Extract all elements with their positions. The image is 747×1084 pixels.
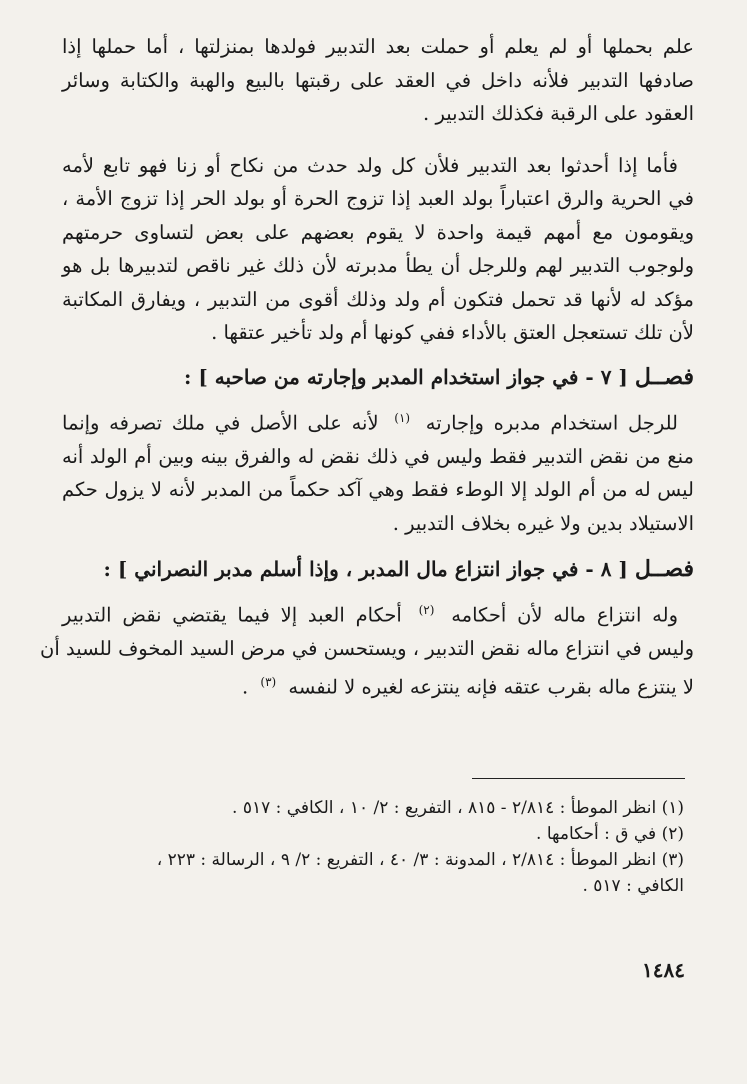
footnote-ref: (٢) xyxy=(418,603,435,617)
footnote-2: (٢) في ق : أحكامها . xyxy=(536,824,684,844)
page-number: ١٤٨٤ xyxy=(642,958,685,982)
section-8-body xyxy=(40,594,694,704)
page-body xyxy=(40,30,694,718)
section-8-heading xyxy=(62,552,694,586)
text-segment: للرجل استخدام مدبره وإجارته xyxy=(425,411,678,434)
section-title: [ ٧ - في جواز استخدام المدبر وإجارته من صاحبه ] : xyxy=(184,364,628,389)
text-line: الاستيلاد بدين ولا غيره بخلاف التدبير . xyxy=(392,511,694,535)
section-7-body xyxy=(62,402,694,541)
text-line: علم بحملها أو لم يعلم أو حملت بعد التدبير فولدها بمنزلتها ، أما حملها إذا xyxy=(62,35,694,58)
text-line: صادفها التدبير فلأنه داخل في العقد على رقبتها بالبيع والهبة والكتابة وسائر xyxy=(62,68,694,92)
text-segment: . xyxy=(241,675,249,698)
text-line: لأن تلك تستعجل العتق بالأداء ففي كونها أم ولد تأخير عتقها . xyxy=(211,321,694,344)
text-segment: لأنه على الأصل في ملك تصرفه وإنما xyxy=(62,411,379,434)
text-line: في الحرية والرق اعتباراً بولد العبد إذا تزوج الحرة أو بولد الحر إذا تزوج الأمة ، xyxy=(62,187,694,210)
text-segment: أحكام العبد إلا فيما يقتضي نقض التدبير xyxy=(62,603,402,627)
section-7-heading xyxy=(62,360,694,394)
footnote-1: (١) انظر الموطأ : ٢/٨١٤ - ٨١٥ ، التفريع : ٢/ ١٠ ، الكافي : ٥١٧ . xyxy=(232,798,684,818)
text-line: مؤكد له لأنها قد تحمل فتكون أم ولد وذلك أقوى من التدبير ، ويفارق المكاتبة xyxy=(62,287,694,311)
paragraph-2 xyxy=(62,149,694,350)
section-title: [ ٨ - في جواز انتزاع مال المدبر ، وإذا أسلم مدبر النصراني ] : xyxy=(103,557,628,581)
footnote-divider xyxy=(472,778,685,779)
text-line: وليس في انتزاع ماله نقض التدبير ، ويستحسن في مرض السيد المخوف للسيد أن xyxy=(40,637,694,660)
footnote-3: (٣) انظر الموطأ : ٢/٨١٤ ، المدونة : ٣/ ٤٠ ، التفريع : ٢/ ٩ ، الرسالة : ٢٢٣ ، xyxy=(156,850,684,870)
text-line: العقود على الرقبة فكذلك التدبير . xyxy=(423,102,694,125)
text-segment: لا ينتزع ماله بقرب عتقه فإنه ينتزعه لغيره لا لنفسه xyxy=(288,675,694,698)
footnote-ref: (١) xyxy=(394,410,411,425)
paragraph-1 xyxy=(62,30,694,131)
text-line: فأما إذا أحدثوا بعد التدبير فلأن كل ولد حدث من نكاح أو زنا فهو تابع لأمه xyxy=(62,153,678,177)
text-segment: وله انتزاع ماله لأن أحكامه xyxy=(451,603,678,627)
text-line: منع من نقض التدبير فقط وليس في ذلك نقض له والفرق بينه وبين أم الولد أنه xyxy=(62,444,694,468)
text-line: ليس له من أم الولد إلا الوطء فقط وهي آكد حكماً من المدبر لأنه لا يزول حكم xyxy=(62,478,694,501)
footnote-ref: (٣) xyxy=(260,674,277,689)
footnote-3-continuation: الكافي : ٥١٧ . xyxy=(582,876,684,896)
fasl-label: فصــل xyxy=(634,363,694,390)
text-line: ويقومون مع أمهم قيمة واحدة لا يقوم بعضهم على بعض لتساوى حرمتهم xyxy=(62,220,694,244)
text-line: ولوجوب التدبير لهم وللرجل أن يطأ مدبرته لأن ذلك غير ناقص لتدبيرها بل هو xyxy=(62,254,694,277)
text-line xyxy=(62,402,694,440)
fasl-label: فصــل xyxy=(634,556,694,582)
footnotes xyxy=(62,795,684,899)
text-line xyxy=(62,594,694,632)
text-line xyxy=(62,666,694,704)
